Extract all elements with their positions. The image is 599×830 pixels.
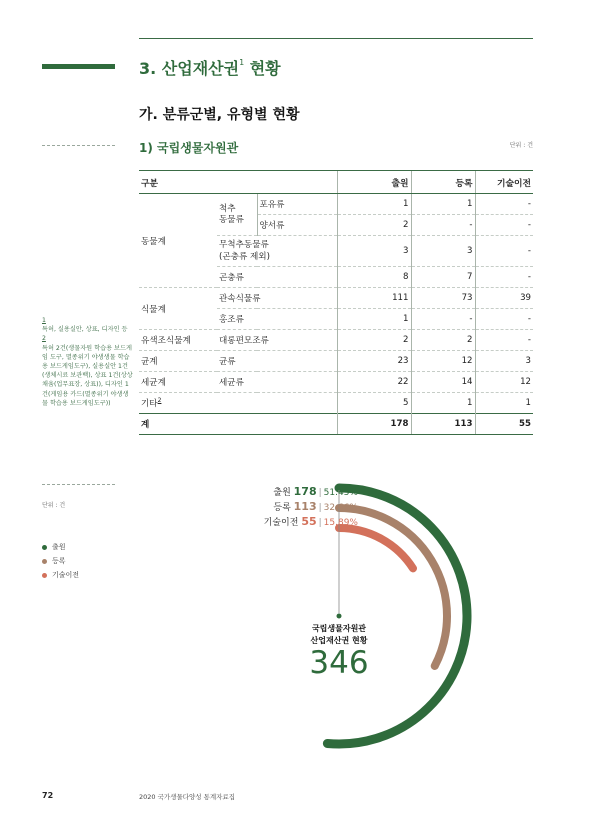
header-register: 등록 <box>411 171 475 194</box>
footnote-text: 특허 2건(생물자원 학습용 보드게임 도구, 멸종위기 야생생물 학습용 보드게임도구), 실용실안 1건(생체시료 보관백), 상표 1건(상상채움(업무표장, 상표)), 디자인 1건(게임용 카드(멸종위기 야생생물 학습용 보드게임도구)) <box>42 344 133 407</box>
footnote-number: 1 <box>42 317 46 324</box>
cell-register: 1 <box>411 393 475 414</box>
chart-center-title: 국립생물자원관 산업재산권 현황 <box>310 624 368 645</box>
row-sub: 양서류 <box>257 215 337 236</box>
group-other: 기타$^2$ <box>139 393 217 414</box>
cell-register: - <box>411 215 475 236</box>
group-protist: 유색조식물계 <box>139 330 217 351</box>
table-title: 1) 국립생물자원관 <box>139 141 239 155</box>
group-animal: 동물계 <box>139 194 217 288</box>
group-plant: 식물계 <box>139 288 217 330</box>
legend-label: 출원 <box>52 543 66 551</box>
cell-transfer: - <box>475 309 533 330</box>
footnote-number: 2 <box>42 335 46 343</box>
cell-apply: 2 <box>337 215 411 236</box>
cell-register: 3 <box>411 236 475 267</box>
cell-apply: 23 <box>337 351 411 372</box>
group-vertebrate: 척추 동물류 <box>217 194 257 236</box>
row-sub: 홍조류 <box>217 309 337 330</box>
cell-apply: 22 <box>337 372 411 393</box>
cell-apply: 111 <box>337 288 411 309</box>
row-sub: 균류 <box>217 351 337 372</box>
cell-register: 73 <box>411 288 475 309</box>
footnote-text: 특허, 실용실안, 상표, 디자인 등 <box>42 326 128 334</box>
percent-register: 32.66% <box>323 503 358 513</box>
value-transfer: 55 <box>301 515 317 528</box>
row-sub: 세균류 <box>217 372 337 393</box>
cell-apply: 1 <box>337 194 411 215</box>
footer-text: 2020 국가생물다양성 통계자료집 <box>139 793 236 801</box>
chart-unit-label: 단위 : 건 <box>42 502 66 509</box>
cell-apply: 1 <box>337 309 411 330</box>
header-category: 구분 <box>139 171 337 194</box>
chart-center-total: 346 <box>309 645 369 681</box>
group-fungi: 균계 <box>139 351 217 372</box>
cell-apply: 3 <box>337 236 411 267</box>
cell-transfer: 39 <box>475 288 533 309</box>
cell-register: 7 <box>411 267 475 288</box>
cell-transfer: 1 <box>475 393 533 414</box>
legend-label: 등록 <box>52 557 66 565</box>
cell-transfer: - <box>475 267 533 288</box>
cell-transfer: - <box>475 236 533 267</box>
legend-label: 기술이전 <box>52 571 80 579</box>
value-apply: 178 <box>293 485 317 498</box>
cell-apply: 8 <box>337 267 411 288</box>
cell-register: 1 <box>411 194 475 215</box>
label-register: 등록 113 | 32.66% <box>273 500 358 513</box>
row-sub: 무척추동물류 (곤충류 제외) <box>217 236 337 267</box>
header-apply: 출원 <box>337 171 411 194</box>
arc-transfer <box>339 528 413 568</box>
cell-transfer: - <box>475 194 533 215</box>
center-pointer-dot <box>337 614 342 619</box>
percent-transfer: 15.89% <box>323 518 358 528</box>
row-sub: 대롱편모조류 <box>217 330 337 351</box>
row-sub: 곤충류 <box>217 267 337 288</box>
section-title: 3. 산업재산권$^1$ 현황 <box>139 58 281 78</box>
cell-apply: 2 <box>337 330 411 351</box>
subsection-title: 가. 분류군별, 유형별 현황 <box>139 107 300 123</box>
cell-transfer: - <box>475 330 533 351</box>
cell-transfer: 3 <box>475 351 533 372</box>
cell-apply: 5 <box>337 393 411 414</box>
header-transfer: 기술이전 <box>475 171 533 194</box>
label-transfer: 기술이전 55 | 15.89% <box>263 515 358 528</box>
row-sub: 관속식물류 <box>217 288 337 309</box>
row-sub: 포유류 <box>257 194 337 215</box>
group-bacteria: 세균계 <box>139 372 217 393</box>
total-label: 계 <box>139 414 337 435</box>
page-number: 72 <box>42 791 54 800</box>
total-register: 113 <box>411 414 475 435</box>
cell-register: - <box>411 309 475 330</box>
cell-transfer: - <box>475 215 533 236</box>
total-transfer: 55 <box>475 414 533 435</box>
value-register: 113 <box>293 500 317 513</box>
cell-register: 14 <box>411 372 475 393</box>
total-apply: 178 <box>337 414 411 435</box>
cell-register: 12 <box>411 351 475 372</box>
cell-transfer: 12 <box>475 372 533 393</box>
label-apply: 출원 178 | 51.45% <box>273 485 358 498</box>
table-unit-label: 단위 : 건 <box>509 142 533 149</box>
percent-apply: 51.45% <box>323 488 358 498</box>
cell-register: 2 <box>411 330 475 351</box>
